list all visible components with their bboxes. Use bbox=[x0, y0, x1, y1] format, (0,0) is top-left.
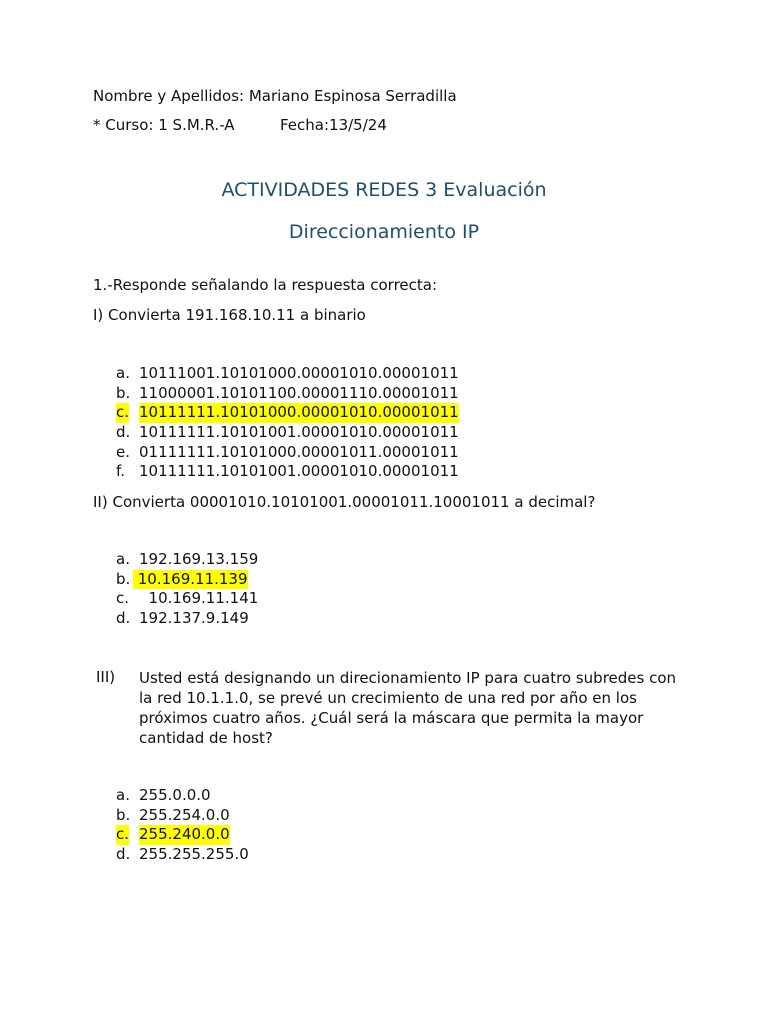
option-label: e. bbox=[116, 442, 130, 461]
option-text: 11000001.10101100.00001110.00001011 bbox=[139, 383, 459, 402]
option-label: f. bbox=[116, 462, 125, 481]
option-label: a. bbox=[116, 364, 130, 382]
option-text: 192.169.13.159 bbox=[139, 550, 259, 568]
document-title: ACTIVIDADES REDES 3 Evaluación bbox=[221, 179, 547, 201]
option-text: 01111111.10101000.00001011.00001011 bbox=[139, 442, 459, 461]
option-label: b. bbox=[116, 569, 131, 588]
instructions: 1.-Responde señalando la respuesta correcta: bbox=[93, 276, 438, 294]
option-label: c. bbox=[116, 825, 130, 844]
option-text: 10111111.10101001.00001010.00001011 bbox=[139, 423, 459, 442]
option-text: 10111111.10101000.00001010.00001011 bbox=[139, 403, 459, 422]
option-label: a. bbox=[116, 550, 130, 568]
question-3-prompt: Usted está designando un direcionamiento IP para cuatro subredes con la red 10.1.1.0, se prevé un crecimiento de una red por año en los próximos cuatro años. ¿Cuál será la máscara que permita la mayor cantidad de host? bbox=[139, 669, 677, 747]
option-text: 10.169.11.139 bbox=[133, 569, 248, 588]
option-text: 255.254.0.0 bbox=[139, 805, 230, 824]
option-text: 192.137.9.149 bbox=[139, 609, 249, 628]
date-label: Fecha:13/5/24 bbox=[280, 116, 387, 134]
option-text: 255.240.0.0 bbox=[139, 825, 230, 844]
option-label: c. bbox=[116, 403, 130, 422]
option-label: d. bbox=[116, 609, 131, 628]
question-2-prompt: II) Convierta 00001010.10101001.00001011.10001011 a decimal? bbox=[93, 493, 596, 511]
option-label: d. bbox=[116, 845, 131, 864]
document-subtitle: Direccionamiento IP bbox=[288, 221, 480, 243]
option-text: 10.169.11.141 bbox=[139, 589, 259, 608]
option-label: b. bbox=[116, 805, 131, 824]
option-label: c. bbox=[116, 589, 130, 608]
option-text: 255.255.255.0 bbox=[139, 845, 249, 864]
option-text: 10111001.10101000.00001010.00001011 bbox=[139, 364, 459, 382]
course-label: * Curso: 1 S.M.R.-A bbox=[93, 116, 235, 134]
option-label: d. bbox=[116, 423, 131, 442]
question-1-prompt: I) Convierta 191.168.10.11 a binario bbox=[93, 306, 366, 324]
option-text: 255.0.0.0 bbox=[139, 786, 211, 804]
option-label: a. bbox=[116, 786, 130, 804]
question-3-number: III) bbox=[96, 668, 116, 686]
option-label: b. bbox=[116, 383, 131, 402]
option-text: 10111111.10101001.00001010.00001011 bbox=[139, 462, 459, 481]
student-name: Nombre y Apellidos: Mariano Espinosa Serradilla bbox=[93, 87, 457, 105]
